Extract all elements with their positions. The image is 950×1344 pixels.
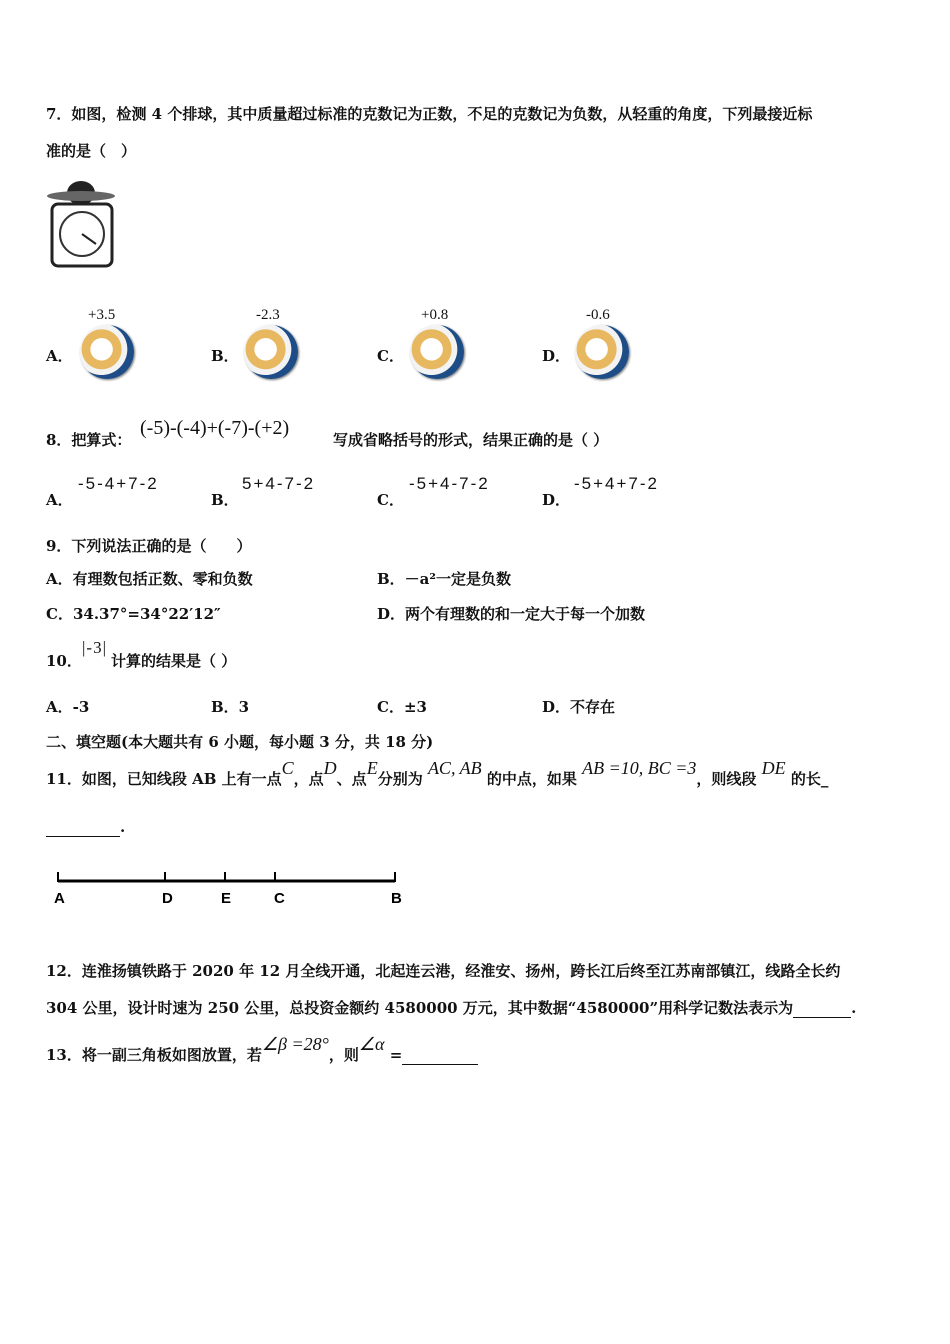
q8-value-a: -5-4+7-2: [78, 474, 159, 493]
volleyball-image: [575, 325, 629, 379]
q11-text: 的长_: [790, 770, 829, 788]
q9-stem: 9．下列说法正确的是（ ）: [46, 537, 252, 555]
q11-text: ，则线段: [696, 770, 757, 788]
volleyball-image: [80, 325, 134, 379]
q7-value-b: -2.3: [256, 307, 280, 323]
q7-option-a[interactable]: A．: [46, 347, 73, 365]
math: DE: [761, 758, 786, 778]
q12-text: 304 公里，设计时速为 250 公里，总投资金额约 4580000 万元，其中数据“4580000”用科学记数法表示为: [46, 999, 794, 1017]
q7-stem-line1: 7．如图，检测 4 个排球，其中质量超过标准的克数记为正数，不足的克数记为负数，从轻重的角度，下列最接近标: [46, 105, 813, 123]
q13-stem: [46, 1034, 478, 1065]
q13-text: =: [389, 1046, 403, 1064]
q10-option-b[interactable]: B．3: [211, 698, 250, 716]
q8-prefix: 8．把算式：: [46, 431, 132, 449]
point-label: A: [54, 890, 65, 907]
math: ∠α: [358, 1034, 385, 1054]
q8-value-b: 5+4-7-2: [242, 474, 316, 493]
math: C: [281, 758, 294, 778]
q9-option-d[interactable]: D．两个有理数的和一定大于每一个加数: [377, 605, 646, 623]
scale-icon: [44, 176, 118, 268]
math: AB =10, BC =3: [582, 758, 697, 778]
point-label: B: [391, 890, 402, 907]
math: D: [323, 758, 337, 778]
math: AC, AB: [427, 758, 482, 778]
point-label: E: [221, 890, 232, 907]
q8-option-d[interactable]: D．: [542, 491, 571, 509]
q7-option-d[interactable]: D．: [542, 347, 571, 365]
q11-stem: [46, 758, 829, 789]
q13-text: 13．将一副三角板如图放置，若: [46, 1046, 262, 1064]
math: ∠β =28°: [261, 1034, 329, 1054]
q7-value-c: +0.8: [421, 307, 449, 323]
period: .: [851, 999, 857, 1017]
q8-value-c: -5+4-7-2: [409, 474, 490, 493]
q8-expression: (-5)-(-4)+(-7)-(+2): [140, 417, 290, 439]
q9-option-c[interactable]: C．34.37°=34°22′12″: [46, 605, 221, 623]
q9-option-b[interactable]: B．－a²一定是负数: [377, 570, 511, 588]
q8-option-a[interactable]: A．: [46, 491, 73, 509]
q11-text: 的中点，如果: [486, 770, 577, 788]
q8-suffix: 写成省略括号的形式，结果正确的是（ ）: [333, 431, 609, 449]
q12-answer-blank[interactable]: [793, 999, 851, 1018]
q7-value-a: +3.5: [88, 307, 116, 323]
q8-option-b[interactable]: B．: [211, 491, 239, 509]
q10-prefix: 10．: [46, 652, 82, 670]
q10-option-a[interactable]: A．-3: [46, 698, 90, 716]
volleyball-image: [244, 325, 298, 379]
period: .: [120, 818, 126, 836]
point-label: C: [274, 890, 285, 907]
q8-option-c[interactable]: C．: [377, 491, 404, 509]
q7-value-d: -0.6: [586, 307, 610, 323]
q7-stem-line2: 准的是（ ）: [46, 142, 137, 160]
q11-text: ，点: [293, 770, 324, 788]
q10-option-d[interactable]: D．不存在: [542, 698, 616, 716]
q12-stem-line2: [46, 997, 856, 1018]
q13-answer-blank[interactable]: [402, 1046, 478, 1065]
q7-option-b[interactable]: B．: [211, 347, 239, 365]
q10-expression: |-3|: [82, 638, 107, 657]
q7-option-c[interactable]: C．: [377, 347, 404, 365]
q9-option-a[interactable]: A．有理数包括正数、零和负数: [46, 570, 253, 588]
q13-text: ，则: [328, 1046, 359, 1064]
math: E: [366, 758, 378, 778]
q11-text: 分别为: [377, 770, 423, 788]
q11-text: 、点: [336, 770, 367, 788]
volleyball-image: [410, 325, 464, 379]
q12-stem-line1: 12．连淮扬镇铁路于 2020 年 12 月全线开通，北起连云港，经淮安、扬州，跨长江后终至江苏南部镇江，线路全长约: [46, 962, 841, 980]
line-segment-diagram: [50, 868, 410, 908]
q10-option-c[interactable]: C．±3: [377, 698, 427, 716]
section-heading: 二、填空题(本大题共有 6 小题，每小题 3 分，共 18 分): [46, 733, 434, 751]
q11-answer-blank[interactable]: [46, 818, 125, 837]
q11-text: 11．如图，已知线段 AB 上有一点: [46, 770, 282, 788]
q8-value-d: -5+4+7-2: [574, 474, 659, 493]
q10-suffix: 计算的结果是（ ）: [111, 652, 237, 670]
point-label: D: [162, 890, 173, 907]
